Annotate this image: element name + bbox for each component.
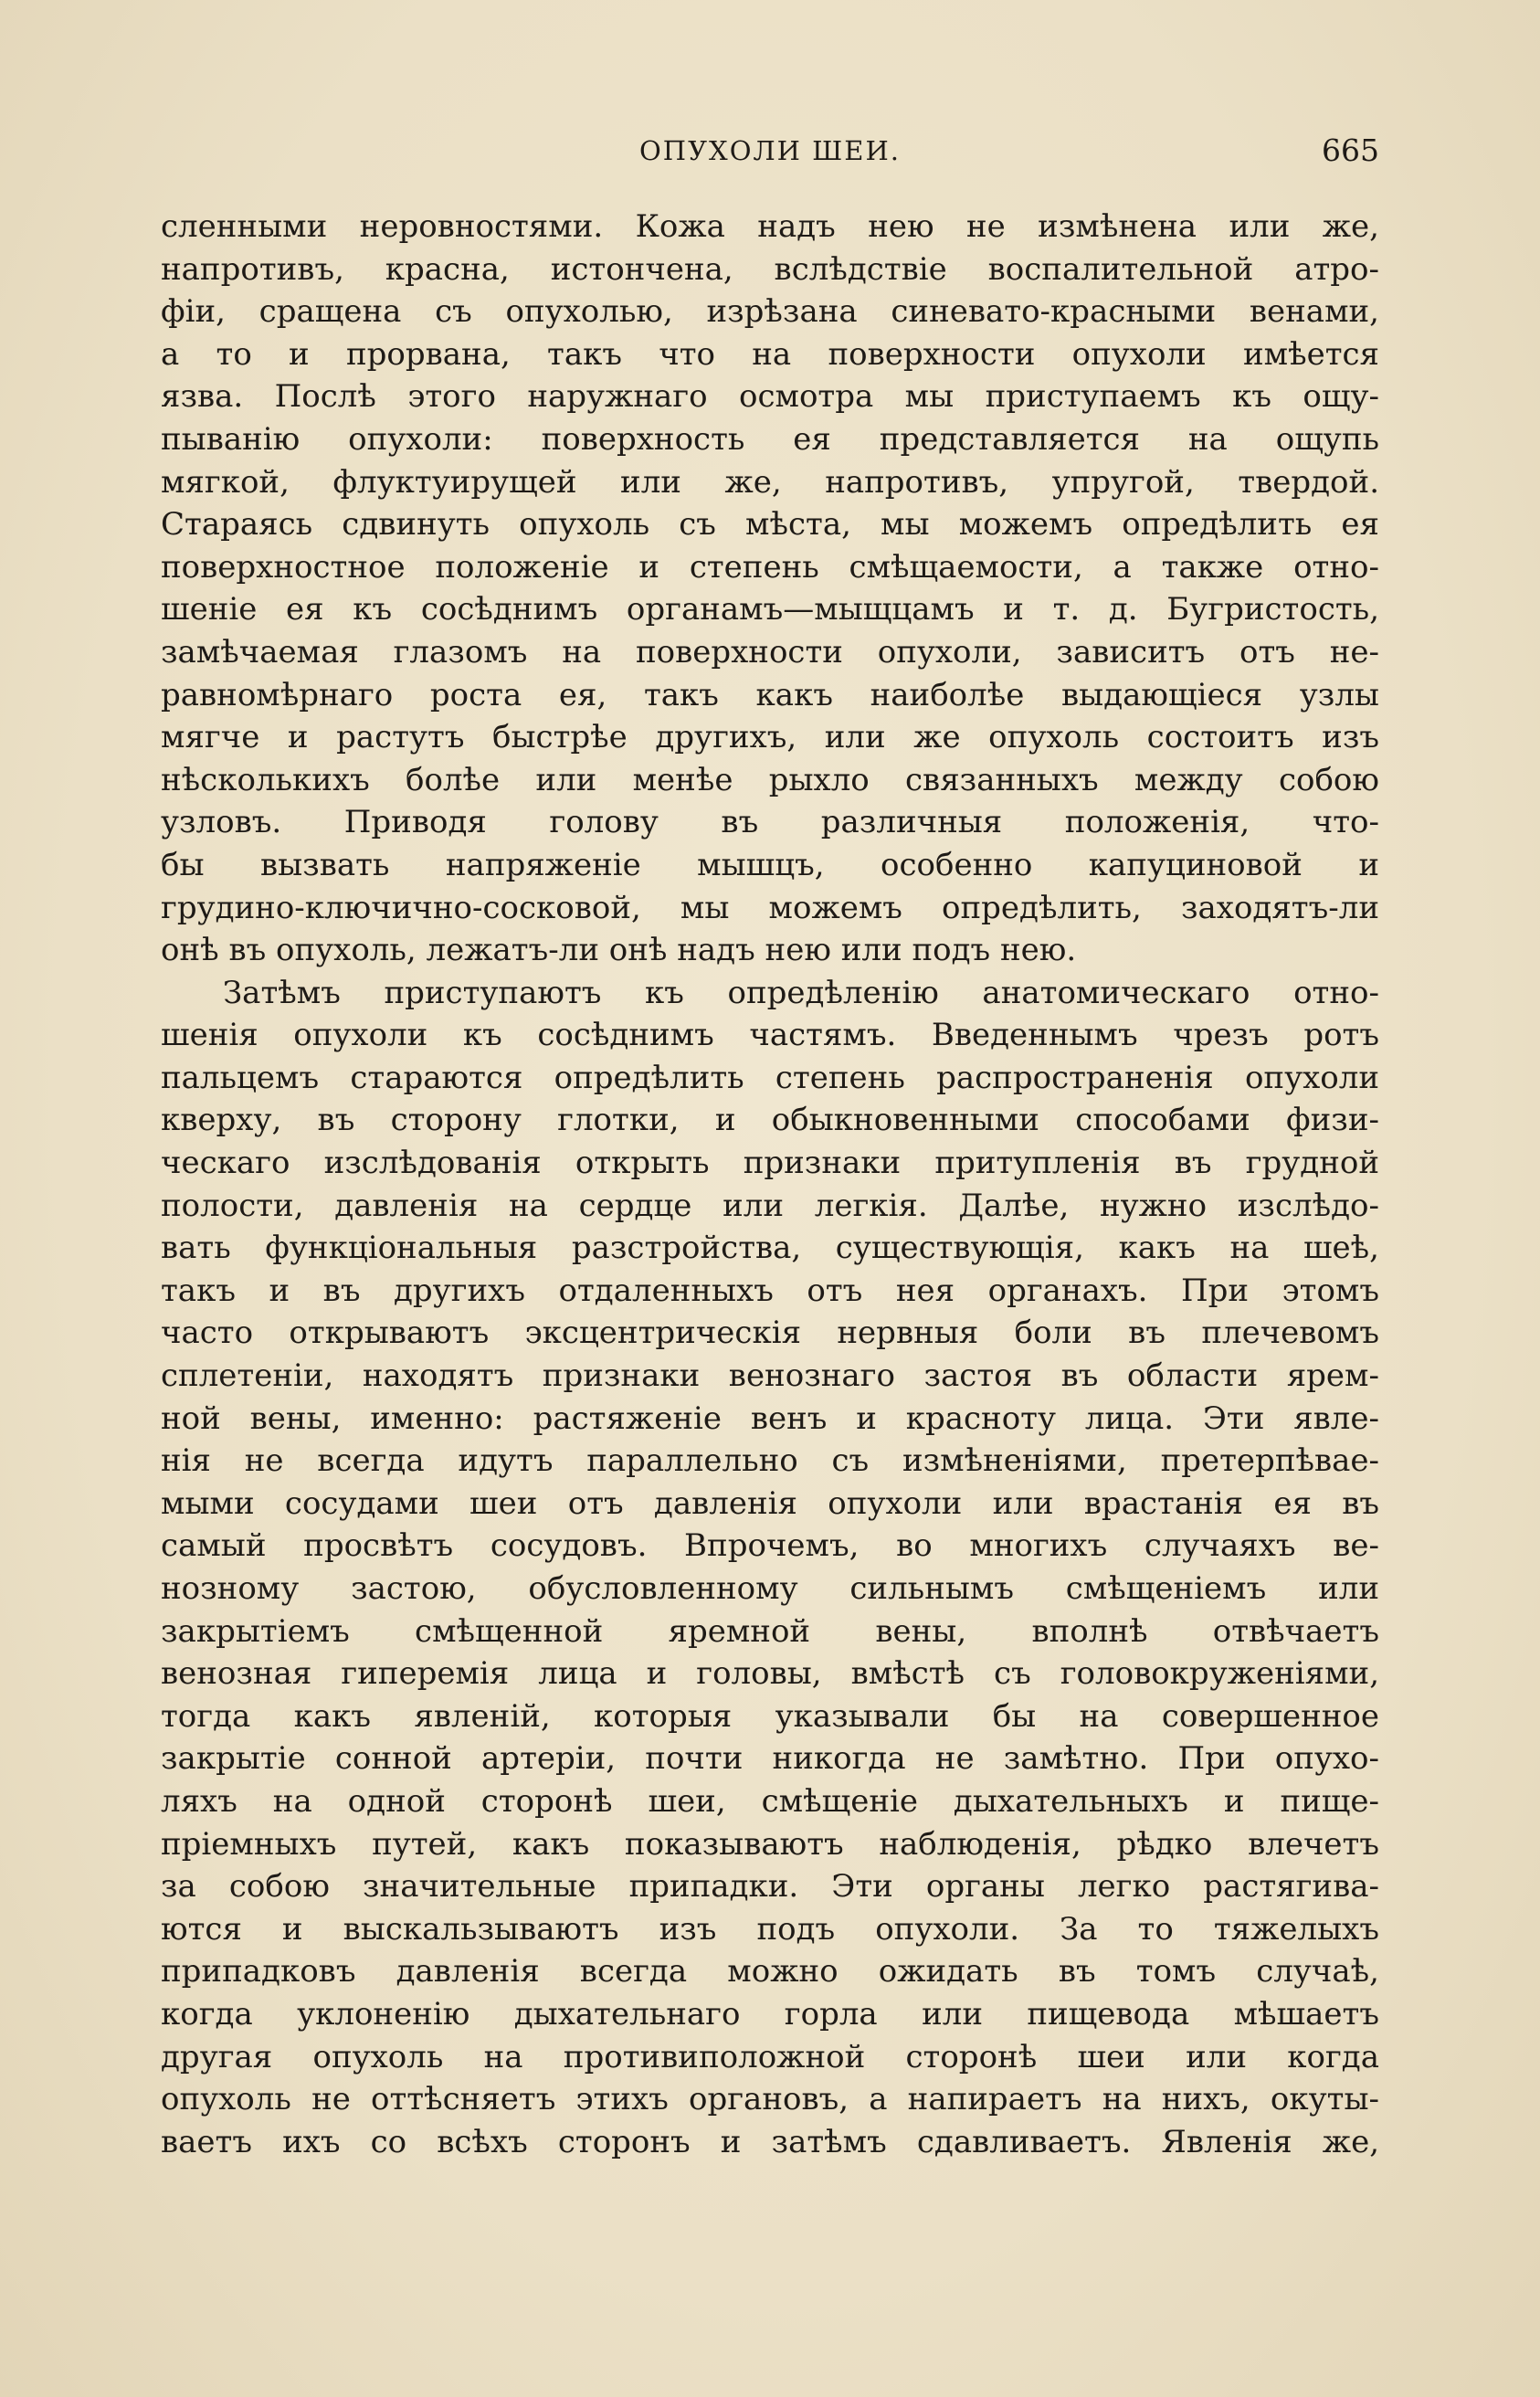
text-line: фіи, сращена съ опухолью, изрѣзана синевато-красными венами, (161, 293, 1379, 331)
text-line: поверхностное положеніе и степень смѣщаемости, а также отно- (161, 548, 1379, 586)
text-line: онѣ въ опухоль, лежатъ-ли онѣ надъ нею или подъ нею. (161, 932, 1077, 969)
text-line: бы вызвать напряженіе мышцъ, особенно капуциновой и (161, 846, 1379, 883)
text-line: часто открываютъ эксцентрическія нервныя боли въ плечевомъ (161, 1315, 1379, 1352)
text-line: полости, давленія на сердце или легкія. Далѣе, нужно изслѣдо- (161, 1187, 1379, 1224)
text-line: ются и выскальзываютъ изъ подъ опухоли. За то тяжелыхъ (161, 1910, 1379, 1948)
text-line: мягче и растутъ быстрѣе другихъ, или же опухоль состоитъ изъ (161, 719, 1379, 756)
text-line: пріемныхъ путей, какъ показываютъ наблюденія, рѣдко влечетъ (161, 1825, 1379, 1863)
text-line: ческаго изслѣдованія открыть признаки притупленія въ грудной (161, 1145, 1379, 1182)
text-line: ляхъ на одной сторонѣ шеи, смѣщеніе дыхательныхъ и пище- (161, 1782, 1379, 1820)
running-head (161, 128, 1379, 174)
page-number: 665 (1322, 132, 1379, 168)
text-line: за собою значительные припадки. Эти органы легко растягива- (161, 1868, 1379, 1906)
text-line: пальцемъ стараются опредѣлить степень распространенія опухоли (161, 1059, 1379, 1096)
text-line: шенія опухоли къ сосѣднимъ частямъ. Введеннымъ чрезъ ротъ (161, 1017, 1379, 1054)
text-line: узловъ. Приводя голову въ различныя положенія, что- (161, 804, 1379, 841)
text-line: самый просвѣтъ сосудовъ. Впрочемъ, во многихъ случаяхъ ве- (161, 1527, 1379, 1565)
running-title: ОПУХОЛИ ШЕИ. (639, 135, 901, 166)
text-line: мягкой, флуктуирущей или же, напротивъ, упругой, твердой. (161, 463, 1379, 501)
text-line: закрытіе сонной артеріи, почти никогда не замѣтно. При опухо- (161, 1740, 1379, 1778)
text-line: ваетъ ихъ со всѣхъ сторонъ и затѣмъ сдавливаетъ. Явленія же, (161, 2123, 1379, 2160)
text-line: мыми сосудами шеи отъ давленія опухоли или врастанія ея въ (161, 1484, 1379, 1522)
text-line: ной вены, именно: растяженіе венъ и красноту лица. Эти явле- (161, 1399, 1379, 1437)
text-line: вать функціональныя разстройства, существующія, какъ на шеѣ, (161, 1230, 1379, 1267)
text-line: нія не всегда идутъ параллельно съ измѣненіями, претерпѣвае- (161, 1442, 1379, 1480)
text-line: такъ и въ другихъ отдаленныхъ отъ нея органахъ. При этомъ (161, 1272, 1379, 1309)
text-line: припадковъ давленія всегда можно ожидать въ томъ случаѣ, (161, 1953, 1379, 1990)
text-line: опухоль не оттѣсняетъ этихъ органовъ, а напираетъ на нихъ, окуты- (161, 2081, 1379, 2118)
text-line: грудино-ключично-сосковой, мы можемъ опредѣлить, заходятъ-ли (161, 889, 1379, 926)
text-line: венозная гиперемія лица и головы, вмѣстѣ съ головокруженіями, (161, 1655, 1379, 1693)
text-line: другая опухоль на противиположной сторонѣ шеи или когда (161, 2038, 1379, 2075)
text-line: замѣчаемая глазомъ на поверхности опухоли, зависитъ отъ не- (161, 633, 1379, 671)
body-text (161, 206, 1379, 2163)
text-line: пыванію опухоли: поверхность ея представляется на ощупь (161, 420, 1379, 458)
text-line: равномѣрнаго роста ея, такъ какъ наиболѣе выдающіеся узлы (161, 676, 1379, 713)
text-line: Стараясь сдвинуть опухоль съ мѣста, мы можемъ опредѣлить ея (161, 506, 1379, 544)
text-line: нозному застою, обусловленному сильнымъ смѣщеніемъ или (161, 1570, 1379, 1607)
text-line: сленными неровностями. Кожа надъ нею не измѣнена или же, (161, 208, 1379, 245)
text-line: когда уклоненію дыхательнаго горла или пищевода мѣшаетъ (161, 1995, 1379, 2033)
text-line: Затѣмъ приступаютъ къ опредѣленію анатомическаго отно- (223, 974, 1379, 1011)
text-line: шеніе ея къ сосѣднимъ органамъ—мыщцамъ и т. д. Бугристость, (161, 591, 1379, 628)
text-line: нѣсколькихъ болѣе или менѣе рыхло связанныхъ между собою (161, 761, 1379, 798)
text-line: напротивъ, красна, истончена, вслѣдствіе воспалительной атро- (161, 250, 1379, 288)
text-line: закрытіемъ смѣщенной яремной вены, вполнѣ отвѣчаетъ (161, 1612, 1379, 1650)
text-line: сплетеніи, находятъ признаки венознаго застоя въ области ярем- (161, 1357, 1379, 1395)
text-line: язва. Послѣ этого наружнаго осмотра мы приступаемъ къ ощу- (161, 378, 1379, 416)
text-line: тогда какъ явленій, которыя указывали бы на совершенное (161, 1697, 1379, 1735)
text-line: кверху, въ сторону глотки, и обыкновенными способами физи- (161, 1102, 1379, 1139)
text-line: а то и прорвана, такъ что на поверхности опухоли имѣется (161, 335, 1379, 373)
